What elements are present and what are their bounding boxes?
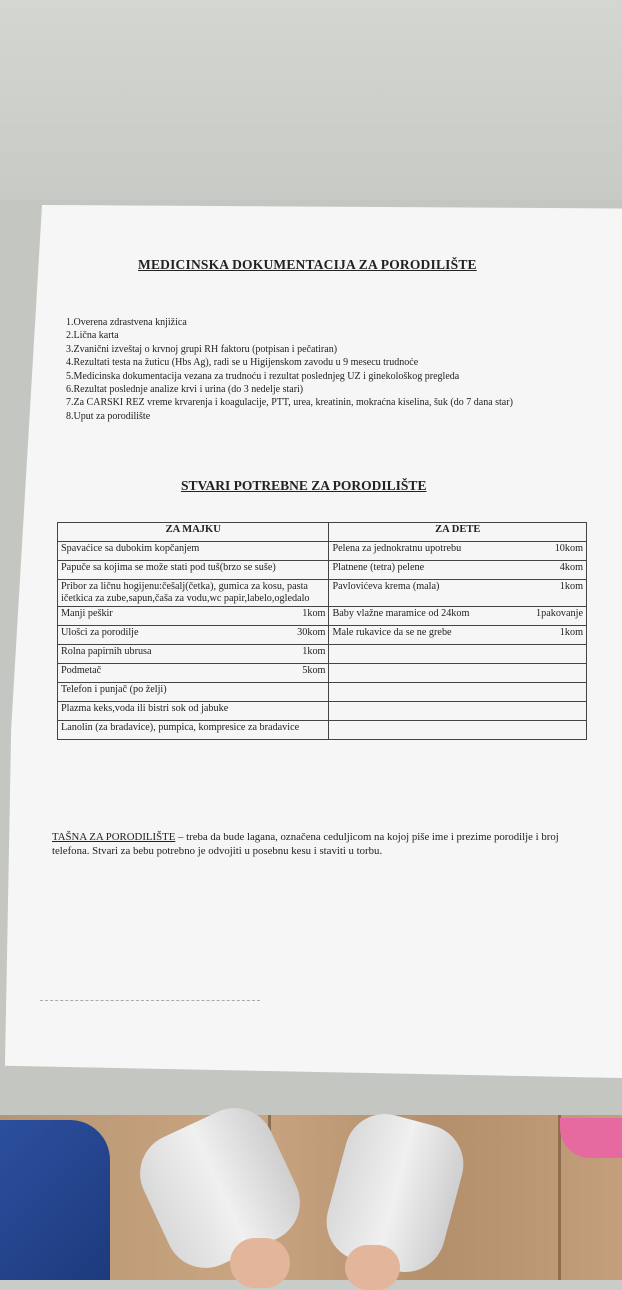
blue-cloth: [0, 1120, 110, 1280]
note-text: – treba da bude lagana, označena ceduljicom na kojoj piše ime i prezime porodilje i broj telefona. Stvari za bebu potrebno je odvojiti u posebnu kesu i staviti u torbu.: [52, 831, 559, 857]
baby-qty: 10kom: [554, 543, 583, 554]
items-table: [57, 522, 587, 740]
mother-item: Rolna papirnih ubrusa: [61, 646, 152, 657]
mother-qty: 1kom: [302, 608, 326, 619]
table-row: [58, 702, 587, 721]
baby-item: Pelena za jednokratnu upotrebu: [332, 543, 462, 554]
column-header-mother: ZA MAJKU: [58, 523, 329, 542]
list-item: 5.Medicinska dokumentacija vezana za trudnoću i rezultat poslednjeg UZ i ginekološkog pregleda: [66, 370, 460, 382]
mother-item: Lanolin (za bradavice), pumpica, kompresice za bradavice: [61, 722, 300, 733]
note-heading: TAŠNA ZA PORODILIŠTE: [52, 831, 176, 843]
floor-seam: [558, 1115, 561, 1280]
table-row: [58, 721, 587, 740]
table-row: [58, 542, 587, 561]
mother-item: Podmetač: [61, 665, 102, 676]
table-row: [58, 580, 587, 607]
background-wall: [0, 0, 622, 220]
page-title: MEDICINSKA DOKUMENTACIJA ZA PORODILIŠTE: [138, 257, 477, 272]
mother-qty: 30kom: [297, 627, 326, 638]
baby-qty: 1pakovanje: [536, 608, 583, 619]
table-row: [58, 626, 587, 645]
baby-item: Platnene (tetra) pelene: [332, 562, 425, 573]
mother-item: Pribor za ličnu hogijenu:češalj(četka), gumica za kosu, pasta ičetkica za zube,sapun,čaša za vodu,wc papir,labelo,ogledalo: [61, 581, 310, 604]
right-ankle: [345, 1245, 400, 1290]
paper-crease: [40, 1000, 260, 1001]
table-row: [58, 664, 587, 683]
bag-note: [52, 830, 592, 858]
mother-item: Plazma keks,voda ili bistri sok od jabuke: [61, 703, 229, 714]
list-item: 2.Lična karta: [66, 330, 119, 342]
baby-item: Baby vlažne maramice od 24kom: [332, 608, 470, 619]
list-item: 4.Rezultati testa na žuticu (Hbs Ag), radi se u Higijenskom zavodu u 9 mesecu trudnoće: [66, 357, 419, 369]
baby-qty: 1kom: [559, 627, 583, 638]
mother-qty: 5kom: [302, 665, 326, 676]
mother-item: Ulošci za porodilje: [61, 627, 139, 638]
column-header-baby: ZA DETE: [329, 523, 587, 542]
baby-qty: 4kom: [559, 562, 583, 573]
list-item: 7.Za CARSKI REZ vreme krvarenja i koagulacije, PTT, urea, kreatinin, mokraćna kiselina, šuk (do 7 dana star): [66, 397, 513, 409]
mother-qty: 1kom: [302, 646, 326, 657]
mother-item: Manji peškir: [61, 608, 113, 619]
baby-item: Pavlovićeva krema (mala): [332, 581, 440, 592]
mother-item: Papuče sa kojima se može stati pod tuš(brzo se suše): [61, 562, 276, 573]
list-item: 3.Zvanični izveštaj o krvnoj grupi RH faktoru (potpisan i pečatiran): [66, 343, 338, 355]
baby-item: Male rukavice da se ne grebe: [332, 627, 452, 638]
table-row: [58, 645, 587, 664]
list-item: 1.Overena zdrastvena knjižica: [66, 317, 187, 328]
table-row: [58, 683, 587, 702]
table-row: [58, 561, 587, 580]
list-item: 8.Uput za porodilište: [66, 410, 151, 422]
documents-list: [66, 316, 586, 423]
left-ankle: [230, 1238, 290, 1288]
table-header-row: [58, 523, 587, 542]
table-row: [58, 607, 587, 626]
list-item: 6.Rezultat poslednje analize krvi i urina (do 3 nedelje stari): [66, 384, 304, 396]
mother-item: Spavaćice sa dubokim kopčanjem: [61, 543, 200, 554]
section-title: STVARI POTREBNE ZA PORODILIŠTE: [181, 478, 427, 493]
baby-qty: 1kom: [559, 581, 583, 592]
mother-item: Telefon i punjač (po želji): [61, 684, 167, 695]
